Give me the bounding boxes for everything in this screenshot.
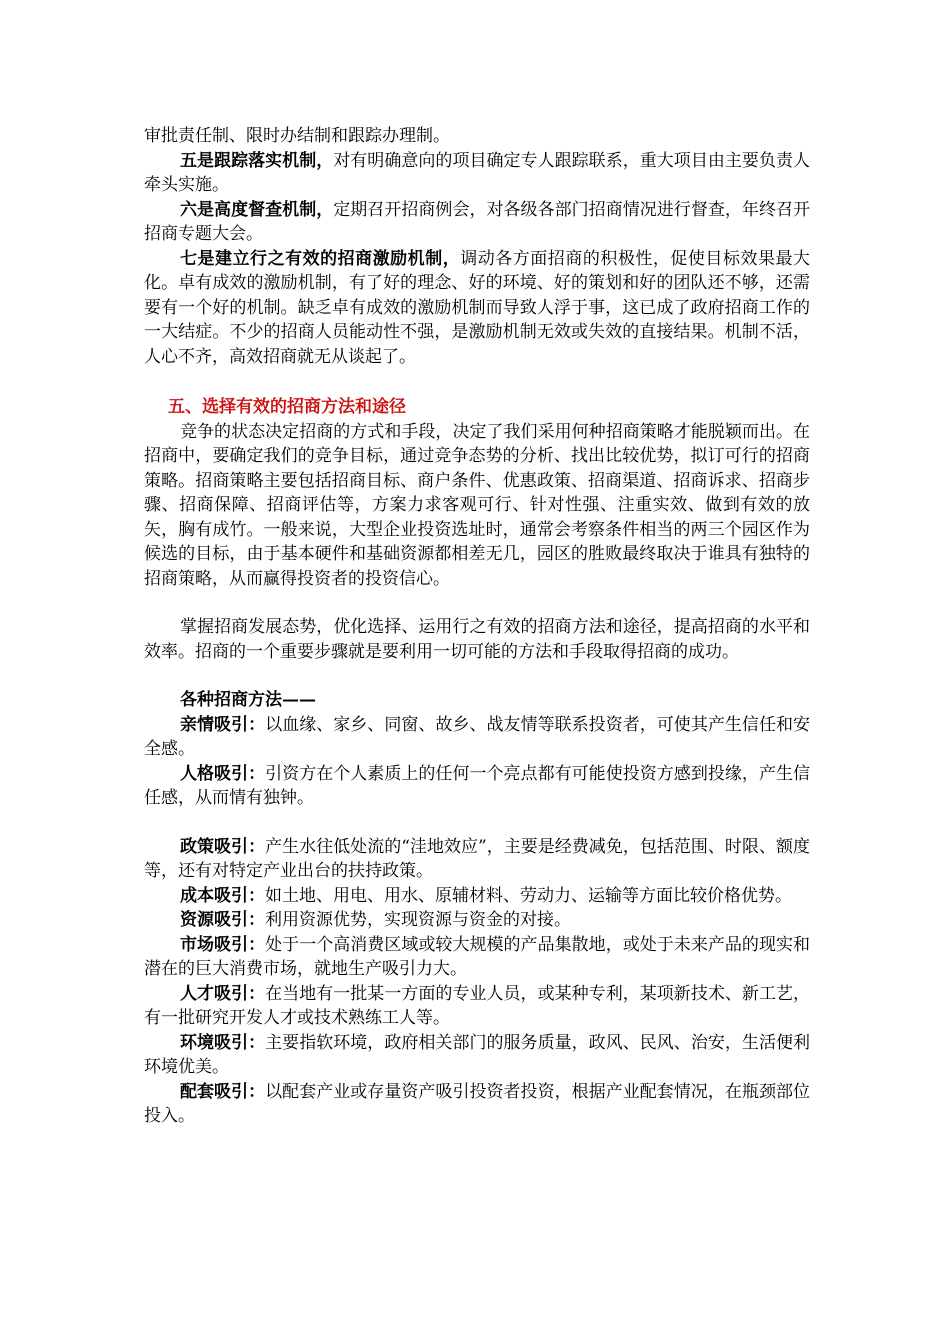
mechanism-5 [144, 149, 810, 198]
section-5-paragraph-2: 掌握招商发展态势，优化选择、运用行之有效的招商方法和途径，提高招商的水平和效率。招商的一个重要步骤就是要利用一切可能的方法和手段取得招商的成功。 [144, 617, 810, 662]
section-5-heading: 五、选择有效的招商方法和途径 [168, 397, 406, 417]
method-item-lead: 资源吸引： [180, 910, 265, 930]
method-item-text: 主要指软环境，政府相关部门的服务质量，政风、民风、治安，生活便利环境优美。 [144, 1032, 811, 1077]
method-item-text: 产生水往低处流的“洼地效应”，主要是经费减免，包括范围、时限、额度等，还有对特定产业出台的扶持政策。 [144, 836, 811, 881]
document-page [144, 124, 810, 1129]
method-item-text: 在当地有一批某一方面的专业人员，或某种专利，某项新技术、新工艺，有一批研究开发人才或技术熟练工人等。 [144, 983, 811, 1028]
method-item [144, 713, 810, 762]
mechanism-6-lead: 六是高度督查机制， [180, 199, 334, 220]
method-item-lead: 市场吸引： [180, 934, 266, 955]
mechanism-6-text: 定期召开招商例会，对各级各部门招商情况进行督查，年终召开招商专题大会。 [144, 199, 810, 244]
method-item-lead: 政策吸引： [180, 836, 266, 857]
mechanism-5-lead: 五是跟踪落实机制， [180, 150, 334, 171]
method-item-lead: 亲情吸引： [180, 714, 266, 735]
continuation-text: 审批责任制、限时办结制和跟踪办理制。 [144, 126, 450, 146]
method-item-lead: 环境吸引： [180, 1032, 266, 1053]
section-5-paragraph-1: 竞争的状态决定招商的方式和手段，决定了我们采用何种招商策略才能脱颖而出。在招商中，要确定我们的竞争目标，通过竞争态势的分析、找出比较优势，拟订可行的招商策略。招商策略主要包括招商目标、商户条件、优惠政策、招商渠道、招商诉求、招商步骤、招商保障、招商评估等，方案力求客观可行、针对性强、注重实效、做到有效的放矢，胸有成竹。一般来说，大型企业投资选址时，通常会考察条件相当的两三个园区作为候选的目标，由于基本硬件和基础资源都相差无几，园区的胜败最终取决于谁具有独特的招商策略，从而赢得投资者的投资信心。 [144, 421, 810, 589]
method-item-text: 以血缘、家乡、同窗、故乡、战友情等联系投资者，可使其产生信任和安全感。 [144, 714, 811, 759]
method-item-lead: 人格吸引： [180, 763, 266, 784]
method-item [144, 982, 810, 1031]
method-item-text: 如土地、用电、用水、原辅材料、劳动力、运输等方面比较价格优势。 [265, 885, 792, 906]
method-item-text: 引资方在个人素质上的任何一个亮点都有可能使投资方感到投缘，产生信任感，从而情有独钟。 [144, 763, 811, 808]
method-item [144, 884, 810, 909]
method-item-text: 利用资源优势，实现资源与资金的对接。 [265, 910, 571, 930]
method-item [144, 1080, 810, 1129]
mechanism-5-text: 对有明确意向的项目确定专人跟踪联系，重大项目由主要负责人牵头实施。 [144, 150, 810, 195]
mechanism-7 [144, 247, 810, 370]
method-item-lead: 配套吸引： [180, 1081, 266, 1102]
method-item [144, 835, 810, 884]
method-item-lead: 人才吸引： [180, 983, 266, 1004]
method-item [144, 762, 810, 811]
mechanism-7-text: 调动各方面招商的积极性，促使目标效果最大化。卓有成效的激励机制，有了好的理念、好的环境、好的策划和好的团队还不够，还需要有一个好的机制。缺乏卓有成效的激励机制而导致人浮于事，这已成了政府招商工作的一大结症。不少的招商人员能动性不强，是激励机制无效或失效的直接结果。机制不活，人心不齐，高效招商就无从谈起了。 [144, 248, 811, 367]
method-item [144, 933, 810, 982]
method-item [144, 1031, 810, 1080]
mechanism-7-lead: 七是建立行之有效的招商激励机制， [180, 248, 461, 269]
method-item [144, 908, 810, 933]
mechanism-6 [144, 198, 810, 247]
method-item-text: 以配套产业或存量资产吸引投资者投资，根据产业配套情况，在瓶颈部位投入。 [144, 1081, 811, 1126]
method-item-lead: 成本吸引： [180, 885, 265, 906]
method-item-text: 处于一个高消费区域或较大规模的产品集散地，或处于未来产品的现实和潜在的巨大消费市场，就地生产吸引力大。 [144, 934, 811, 979]
methods-title: 各种招商方法—— [180, 690, 316, 710]
